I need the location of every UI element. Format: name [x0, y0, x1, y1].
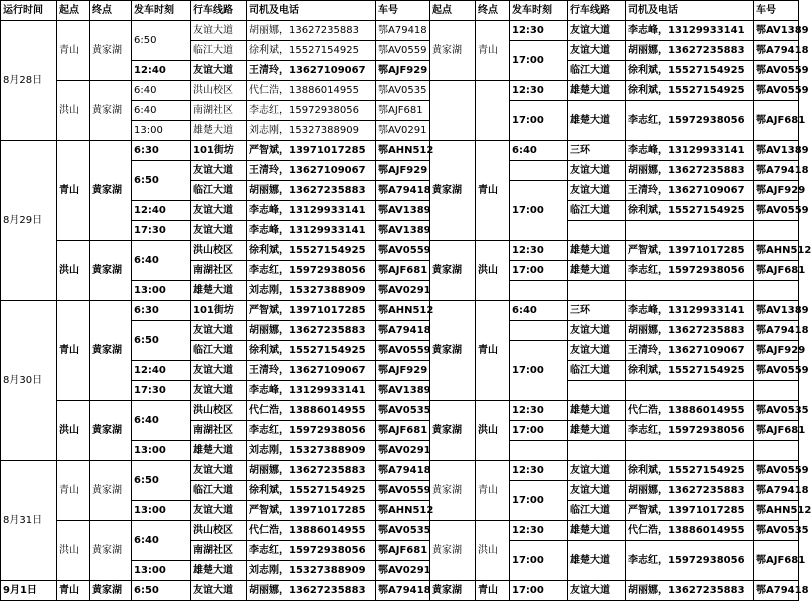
date-cell: 9月1日 — [1, 581, 57, 601]
return-plate-cell: 鄂AHN512 — [754, 501, 799, 521]
return-plate-cell: 鄂AJF681 — [754, 261, 799, 281]
route-cell: 友谊大道 — [191, 361, 247, 381]
return-plate-cell: 鄂A79418 — [754, 581, 799, 601]
return-route-cell — [568, 281, 626, 301]
return-plate-cell: 鄂AJF681 — [754, 101, 799, 141]
header-cell: 起点 — [57, 1, 90, 21]
driver-cell: 代仁浩，13886014955 — [247, 81, 376, 101]
route-cell: 友谊大道 — [191, 501, 247, 521]
return-plate-cell: 鄂A79418 — [754, 41, 799, 61]
return-driver-cell: 徐利斌，15527154925 — [626, 61, 754, 81]
return-plate-cell: 鄂A79418 — [754, 321, 799, 341]
return-destination-cell — [476, 81, 510, 141]
destination-cell: 黄家湖 — [90, 301, 132, 401]
destination-cell: 黄家湖 — [90, 581, 132, 601]
plate-cell: 鄂A79418 — [376, 181, 430, 201]
return-time-cell: 17:00 — [510, 181, 568, 241]
return-destination-cell: 洪山 — [476, 401, 510, 461]
route-cell: 101街坊 — [191, 301, 247, 321]
return-plate-cell: 鄂AJF681 — [754, 421, 799, 441]
return-route-cell: 雄楚大道 — [568, 421, 626, 441]
return-driver-cell: 李志红，15972938056 — [626, 101, 754, 141]
return-plate-cell: 鄂A79418 — [754, 161, 799, 181]
driver-cell: 刘志刚，15327388909 — [247, 121, 376, 141]
return-driver-cell: 李志红，15972938056 — [626, 261, 754, 281]
origin-cell: 洪山 — [57, 401, 90, 461]
origin-cell: 洪山 — [57, 241, 90, 301]
return-driver-cell: 徐利斌，15527154925 — [626, 201, 754, 221]
plate-cell: 鄂AV0291 — [376, 121, 430, 141]
driver-cell: 胡丽娜，13627235883 — [247, 321, 376, 341]
route-cell: 雄楚大道 — [191, 441, 247, 461]
return-destination-cell: 洪山 — [476, 241, 510, 301]
return-driver-cell: 徐利斌，15527154925 — [626, 461, 754, 481]
plate-cell: 鄂AV0559 — [376, 481, 430, 501]
route-cell: 临江大道 — [191, 181, 247, 201]
plate-cell: 鄂AJF681 — [376, 261, 430, 281]
return-route-cell: 临江大道 — [568, 61, 626, 81]
return-plate-cell: 鄂AV0535 — [754, 401, 799, 421]
header-cell: 车号 — [376, 1, 430, 21]
header-cell: 终点 — [476, 1, 510, 21]
header-cell: 车号 — [754, 1, 799, 21]
plate-cell: 鄂AV0559 — [376, 241, 430, 261]
plate-cell: 鄂AV0559 — [376, 341, 430, 361]
return-destination-cell: 青山 — [476, 21, 510, 81]
return-plate-cell — [754, 221, 799, 241]
return-origin-cell: 黄家湖 — [430, 581, 476, 601]
plate-cell: 鄂AJF929 — [376, 361, 430, 381]
route-cell: 友谊大道 — [191, 61, 247, 81]
origin-cell: 青山 — [57, 581, 90, 601]
return-plate-cell: 鄂AV0559 — [754, 81, 799, 101]
departure-time-cell: 13:00 — [132, 281, 191, 301]
return-driver-cell — [626, 221, 754, 241]
return-origin-cell: 黄家湖 — [430, 141, 476, 241]
return-route-cell: 友谊大道 — [568, 321, 626, 341]
return-time-cell: 17:00 — [510, 341, 568, 401]
table-row — [1, 581, 799, 601]
date-cell: 8月29日 — [1, 141, 57, 301]
driver-cell: 李志红，15972938056 — [247, 421, 376, 441]
departure-time-cell: 17:30 — [132, 221, 191, 241]
route-cell: 雄楚大道 — [191, 281, 247, 301]
return-time-cell — [510, 441, 568, 461]
route-cell: 洪山校区 — [191, 241, 247, 261]
table-row — [1, 301, 799, 321]
table-row — [1, 81, 799, 101]
return-time-cell: 12:30 — [510, 21, 568, 41]
return-driver-cell: 李志红，15972938056 — [626, 541, 754, 581]
plate-cell: 鄂AV1389 — [376, 381, 430, 401]
return-time-cell — [510, 161, 568, 181]
driver-cell: 王清玲，13627109067 — [247, 61, 376, 81]
return-driver-cell: 胡丽娜，13627235883 — [626, 41, 754, 61]
route-cell: 南湖社区 — [191, 541, 247, 561]
return-origin-cell — [430, 81, 476, 141]
return-route-cell: 友谊大道 — [568, 21, 626, 41]
route-cell: 南湖社区 — [191, 261, 247, 281]
table-row — [1, 461, 799, 481]
return-route-cell: 雄楚大道 — [568, 81, 626, 101]
departure-time-cell: 6:40 — [132, 241, 191, 281]
header-cell: 终点 — [90, 1, 132, 21]
return-plate-cell: 鄂AJF681 — [754, 541, 799, 581]
date-cell: 8月31日 — [1, 461, 57, 581]
return-time-cell — [510, 321, 568, 341]
return-origin-cell: 黄家湖 — [430, 241, 476, 301]
return-route-cell — [568, 441, 626, 461]
destination-cell: 黄家湖 — [90, 81, 132, 141]
return-route-cell: 临江大道 — [568, 501, 626, 521]
route-cell: 友谊大道 — [191, 221, 247, 241]
return-time-cell: 17:00 — [510, 41, 568, 81]
plate-cell: 鄂AV1389 — [376, 221, 430, 241]
header-cell: 司机及电话 — [626, 1, 754, 21]
route-cell: 友谊大道 — [191, 161, 247, 181]
route-cell: 南湖社区 — [191, 101, 247, 121]
route-cell: 友谊大道 — [191, 381, 247, 401]
return-route-cell: 友谊大道 — [568, 41, 626, 61]
driver-cell: 李志红，15972938056 — [247, 541, 376, 561]
return-time-cell: 17:00 — [510, 481, 568, 521]
route-cell: 临江大道 — [191, 341, 247, 361]
origin-cell: 洪山 — [57, 521, 90, 581]
return-driver-cell: 严智斌，13971017285 — [626, 501, 754, 521]
destination-cell: 黄家湖 — [90, 21, 132, 81]
return-route-cell: 临江大道 — [568, 361, 626, 381]
departure-time-cell: 6:40 — [132, 81, 191, 101]
return-destination-cell: 青山 — [476, 461, 510, 521]
return-destination-cell: 青山 — [476, 301, 510, 401]
plate-cell: 鄂AV0535 — [376, 401, 430, 421]
return-driver-cell: 代仁浩，13886014955 — [626, 521, 754, 541]
header-cell: 发车时刻 — [510, 1, 568, 21]
origin-cell: 洪山 — [57, 81, 90, 141]
plate-cell: 鄂AJF681 — [376, 421, 430, 441]
return-origin-cell: 黄家湖 — [430, 461, 476, 521]
plate-cell: 鄂AV1389 — [376, 201, 430, 221]
plate-cell: 鄂AJF681 — [376, 541, 430, 561]
route-cell: 友谊大道 — [191, 201, 247, 221]
return-time-cell: 12:30 — [510, 81, 568, 101]
route-cell: 友谊大道 — [191, 321, 247, 341]
table-row — [1, 21, 799, 41]
departure-time-cell: 6:40 — [132, 401, 191, 441]
departure-time-cell: 6:50 — [132, 581, 191, 601]
return-driver-cell — [626, 281, 754, 301]
plate-cell: 鄂AV0291 — [376, 441, 430, 461]
return-origin-cell: 黄家湖 — [430, 21, 476, 81]
return-time-cell: 6:40 — [510, 141, 568, 161]
driver-cell: 李志峰，13129933141 — [247, 201, 376, 221]
return-plate-cell: 鄂AV0559 — [754, 61, 799, 81]
return-route-cell: 友谊大道 — [568, 581, 626, 601]
return-time-cell: 17:00 — [510, 421, 568, 441]
return-driver-cell: 胡丽娜，13627235883 — [626, 321, 754, 341]
route-cell: 友谊大道 — [191, 461, 247, 481]
driver-cell: 胡丽娜，13627235883 — [247, 581, 376, 601]
return-route-cell — [568, 221, 626, 241]
return-driver-cell: 胡丽娜，13627235883 — [626, 481, 754, 501]
departure-time-cell: 6:50 — [132, 461, 191, 501]
driver-cell: 徐利斌，15527154925 — [247, 481, 376, 501]
driver-cell: 严智斌，13971017285 — [247, 141, 376, 161]
departure-time-cell: 12:40 — [132, 61, 191, 81]
return-time-cell: 6:40 — [510, 301, 568, 321]
plate-cell: 鄂A79418 — [376, 581, 430, 601]
departure-time-cell: 6:40 — [132, 101, 191, 121]
return-route-cell: 三环 — [568, 141, 626, 161]
route-cell: 南湖社区 — [191, 421, 247, 441]
destination-cell: 黄家湖 — [90, 521, 132, 581]
route-cell: 友谊大道 — [191, 21, 247, 41]
origin-cell: 青山 — [57, 141, 90, 241]
plate-cell: 鄂AJF681 — [376, 101, 430, 121]
driver-cell: 李志峰，13129933141 — [247, 221, 376, 241]
destination-cell: 黄家湖 — [90, 241, 132, 301]
date-cell: 8月30日 — [1, 301, 57, 461]
return-driver-cell: 王清玲，13627109067 — [626, 181, 754, 201]
driver-cell: 胡丽娜，13627235883 — [247, 21, 376, 41]
departure-time-cell: 6:30 — [132, 301, 191, 321]
return-destination-cell: 青山 — [476, 581, 510, 601]
return-plate-cell — [754, 381, 799, 401]
table-row — [1, 521, 799, 541]
departure-time-cell: 6:50 — [132, 321, 191, 361]
date-cell: 8月28日 — [1, 21, 57, 141]
driver-cell: 刘志刚，15327388909 — [247, 281, 376, 301]
return-plate-cell: 鄂AJF929 — [754, 181, 799, 201]
return-time-cell: 17:00 — [510, 541, 568, 581]
destination-cell: 黄家湖 — [90, 141, 132, 241]
return-route-cell: 雄楚大道 — [568, 101, 626, 141]
header-cell: 行车线路 — [568, 1, 626, 21]
return-route-cell: 雄楚大道 — [568, 241, 626, 261]
driver-cell: 李志红，15972938056 — [247, 101, 376, 121]
plate-cell: 鄂AV0535 — [376, 521, 430, 541]
return-route-cell: 友谊大道 — [568, 341, 626, 361]
return-driver-cell: 徐利斌，15527154925 — [626, 361, 754, 381]
plate-cell: 鄂AV0535 — [376, 81, 430, 101]
route-cell: 临江大道 — [191, 41, 247, 61]
return-plate-cell: 鄂AV0535 — [754, 521, 799, 541]
return-plate-cell: 鄂AHN512 — [754, 241, 799, 261]
return-plate-cell: 鄂AV1389 — [754, 301, 799, 321]
return-route-cell: 临江大道 — [568, 201, 626, 221]
departure-time-cell: 13:00 — [132, 441, 191, 461]
driver-cell: 徐利斌，15527154925 — [247, 241, 376, 261]
driver-cell: 刘志刚，15327388909 — [247, 441, 376, 461]
header-row — [1, 1, 799, 21]
return-time-cell: 17:00 — [510, 101, 568, 141]
driver-cell: 胡丽娜，13627235883 — [247, 181, 376, 201]
route-cell: 雄楚大道 — [191, 561, 247, 581]
origin-cell: 青山 — [57, 461, 90, 521]
route-cell: 雄楚大道 — [191, 121, 247, 141]
return-plate-cell: 鄂AV0559 — [754, 201, 799, 221]
return-driver-cell: 胡丽娜，13627235883 — [626, 161, 754, 181]
departure-time-cell: 6:30 — [132, 141, 191, 161]
departure-time-cell: 13:00 — [132, 121, 191, 141]
return-route-cell: 雄楚大道 — [568, 521, 626, 541]
departure-time-cell: 6:40 — [132, 521, 191, 561]
return-time-cell: 17:00 — [510, 581, 568, 601]
driver-cell: 李志红，15972938056 — [247, 261, 376, 281]
departure-time-cell: 12:40 — [132, 201, 191, 221]
driver-cell: 胡丽娜，13627235883 — [247, 461, 376, 481]
return-plate-cell — [754, 281, 799, 301]
plate-cell: 鄂A79418 — [376, 21, 430, 41]
return-time-cell — [510, 281, 568, 301]
return-driver-cell — [626, 441, 754, 461]
driver-cell: 徐利斌，15527154925 — [247, 41, 376, 61]
return-driver-cell: 代仁浩，13886014955 — [626, 401, 754, 421]
plate-cell: 鄂AJF929 — [376, 61, 430, 81]
plate-cell: 鄂AHN512 — [376, 141, 430, 161]
route-cell: 101街坊 — [191, 141, 247, 161]
departure-time-cell: 12:40 — [132, 361, 191, 381]
departure-time-cell: 6:50 — [132, 21, 191, 61]
route-cell: 临江大道 — [191, 481, 247, 501]
return-plate-cell: 鄂AV1389 — [754, 141, 799, 161]
plate-cell: 鄂AHN512 — [376, 501, 430, 521]
return-driver-cell: 李志峰，13129933141 — [626, 141, 754, 161]
route-cell: 洪山校区 — [191, 401, 247, 421]
plate-cell: 鄂A79418 — [376, 461, 430, 481]
return-driver-cell: 徐利斌，15527154925 — [626, 81, 754, 101]
return-time-cell: 12:30 — [510, 401, 568, 421]
return-plate-cell: 鄂AV1389 — [754, 21, 799, 41]
return-driver-cell: 严智斌，13971017285 — [626, 241, 754, 261]
return-time-cell: 12:30 — [510, 241, 568, 261]
return-destination-cell: 青山 — [476, 141, 510, 241]
return-driver-cell: 王清玲，13627109067 — [626, 341, 754, 361]
origin-cell: 青山 — [57, 21, 90, 81]
return-driver-cell: 李志红，15972938056 — [626, 421, 754, 441]
return-plate-cell: 鄂AV0559 — [754, 361, 799, 381]
return-time-cell: 12:30 — [510, 461, 568, 481]
return-driver-cell: 李志峰，13129933141 — [626, 21, 754, 41]
return-route-cell: 雄楚大道 — [568, 541, 626, 581]
destination-cell: 黄家湖 — [90, 401, 132, 461]
driver-cell: 徐利斌，15527154925 — [247, 341, 376, 361]
origin-cell: 青山 — [57, 301, 90, 401]
departure-time-cell: 13:00 — [132, 501, 191, 521]
header-cell: 起点 — [430, 1, 476, 21]
departure-time-cell: 6:50 — [132, 161, 191, 201]
table-row — [1, 141, 799, 161]
return-destination-cell: 洪山 — [476, 521, 510, 581]
plate-cell: 鄂AHN512 — [376, 301, 430, 321]
return-driver-cell — [626, 381, 754, 401]
departure-time-cell: 13:00 — [132, 561, 191, 581]
header-cell: 运行时间 — [1, 1, 57, 21]
departure-time-cell: 17:30 — [132, 381, 191, 401]
return-plate-cell: 鄂AJF929 — [754, 341, 799, 361]
plate-cell: 鄂AV0291 — [376, 281, 430, 301]
driver-cell: 刘志刚，15327388909 — [247, 561, 376, 581]
return-route-cell: 友谊大道 — [568, 481, 626, 501]
return-route-cell: 友谊大道 — [568, 461, 626, 481]
return-driver-cell: 李志峰，13129933141 — [626, 301, 754, 321]
return-route-cell: 友谊大道 — [568, 181, 626, 201]
plate-cell: 鄂A79418 — [376, 321, 430, 341]
driver-cell: 王清玲，13627109067 — [247, 161, 376, 181]
driver-cell: 严智斌，13971017285 — [247, 301, 376, 321]
driver-cell: 王清玲，13627109067 — [247, 361, 376, 381]
plate-cell: 鄂AV0291 — [376, 561, 430, 581]
driver-cell: 李志峰，13129933141 — [247, 381, 376, 401]
header-cell: 发车时刻 — [132, 1, 191, 21]
table-row — [1, 401, 799, 421]
plate-cell: 鄂AV0559 — [376, 41, 430, 61]
return-plate-cell: 鄂A79418 — [754, 481, 799, 501]
header-cell: 司机及电话 — [247, 1, 376, 21]
return-plate-cell: 鄂AV0559 — [754, 461, 799, 481]
header-cell: 行车线路 — [191, 1, 247, 21]
route-cell: 友谊大道 — [191, 581, 247, 601]
driver-cell: 代仁浩，13886014955 — [247, 401, 376, 421]
return-time-cell: 12:30 — [510, 521, 568, 541]
plate-cell: 鄂AJF929 — [376, 161, 430, 181]
return-route-cell: 雄楚大道 — [568, 261, 626, 281]
return-plate-cell — [754, 441, 799, 461]
return-route-cell: 三环 — [568, 301, 626, 321]
destination-cell: 黄家湖 — [90, 461, 132, 521]
driver-cell: 代仁浩，13886014955 — [247, 521, 376, 541]
return-origin-cell: 黄家湖 — [430, 521, 476, 581]
return-time-cell: 17:00 — [510, 261, 568, 281]
return-origin-cell: 黄家湖 — [430, 401, 476, 461]
return-route-cell: 友谊大道 — [568, 161, 626, 181]
return-origin-cell: 黄家湖 — [430, 301, 476, 401]
driver-cell: 严智斌，13971017285 — [247, 501, 376, 521]
table-row — [1, 241, 799, 261]
route-cell: 洪山校区 — [191, 81, 247, 101]
route-cell: 洪山校区 — [191, 521, 247, 541]
return-route-cell — [568, 381, 626, 401]
return-driver-cell: 胡丽娜，13627235883 — [626, 581, 754, 601]
return-route-cell: 雄楚大道 — [568, 401, 626, 421]
